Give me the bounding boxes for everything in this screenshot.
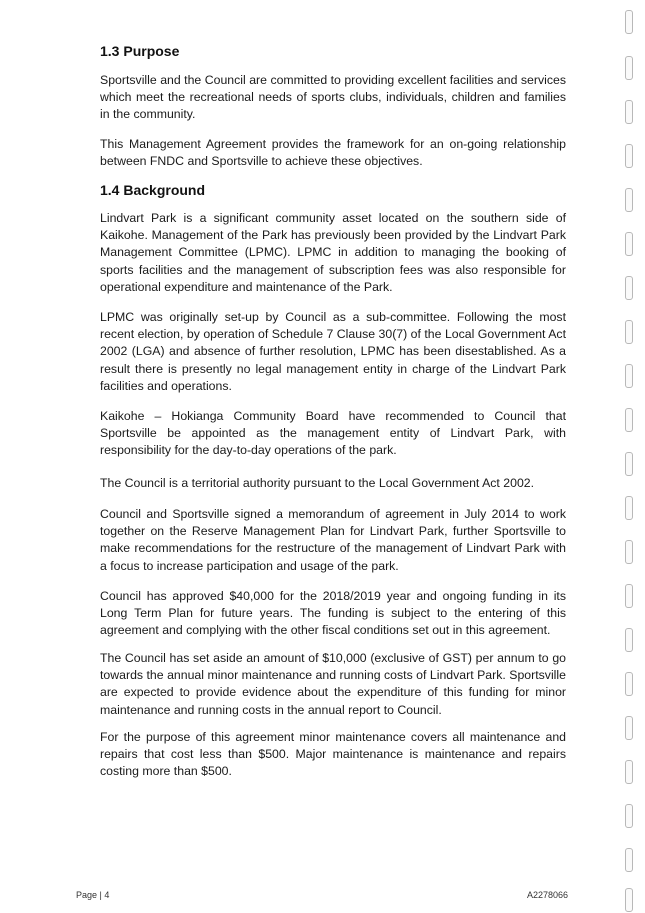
binding-hole (625, 540, 633, 564)
binding-hole (625, 144, 633, 168)
purpose-paragraph-1: Sportsville and the Council are committed to providing excellent facilities and services which meet the recreational needs of sports clubs, individuals, children and families in the community. (100, 73, 566, 122)
background-paragraph-5: Council and Sportsville signed a memorandum of agreement in July 2014 to work together on the Reserve Management Plan for Lindvart Park, further Sportsville to make recommendations for the restructure of the management of Lindvart Park with a focus to increase participation and usage of the park. (100, 507, 566, 573)
page-number: Page | 4 (76, 890, 110, 900)
background-paragraph-7: The Council has set aside an amount of $10,000 (exclusive of GST) per annum to go towards the annual minor maintenance and running costs of Lindvart Park. Sportsville are expected to provide evidence about the expenditure of this funding for minor maintenance and running costs in the annual report to Council. (100, 651, 566, 717)
binding-hole (625, 232, 633, 256)
binding-hole (625, 276, 633, 300)
binding-hole (625, 100, 633, 124)
binding-hole (625, 188, 633, 212)
binding-hole (625, 496, 633, 520)
background-paragraph-4: The Council is a territorial authority pursuant to the Local Government Act 2002. (100, 476, 535, 490)
background-paragraph-3: Kaikohe – Hokianga Community Board have recommended to Council that Sportsville be appointed as the management entity of Lindvart Park, with responsibility for the day-to-day operations of the park. (100, 409, 566, 458)
binding-hole (625, 716, 633, 740)
background-paragraph-2: LPMC was originally set-up by Council as a sub-committee. Following the most recent election, by operation of Schedule 7 Clause 30(7) of the Local Government Act 2002 (LGA) and absence of further resolution, LPMC has been disestablished. As a result there is presently no legal management entity in charge of the Lindvart Park facilities and operations. (100, 310, 566, 393)
binding-hole (625, 584, 633, 608)
binding-hole (625, 10, 633, 34)
purpose-paragraph-2: This Management Agreement provides the framework for an on-going relationship between FNDC and Sportsville to achieve these objectives. (100, 137, 566, 169)
binding-hole (625, 672, 633, 696)
binding-hole (625, 804, 633, 828)
binding-hole (625, 408, 633, 432)
binding-hole (625, 628, 633, 652)
background-paragraph-8: For the purpose of this agreement minor maintenance covers all maintenance and repairs that cost less than $500. Major maintenance is maintenance and repairs costing more than $500. (100, 730, 566, 779)
binding-hole (625, 364, 633, 388)
binding-hole (625, 760, 633, 784)
binding-hole (625, 320, 633, 344)
background-paragraph-1: Lindvart Park is a significant community asset located on the southern side of Kaikohe. Management of the Park has previously been provided by the Lindvart Park Management Committee (LPMC). LPMC in addition to managing the booking of sports facilities and the management of subscription fees was also responsible for operational expenditure and maintenance of the Park. (100, 211, 566, 294)
binding-hole (625, 56, 633, 80)
document-reference: A2278066 (527, 890, 569, 900)
section-heading-purpose: 1.3 Purpose (100, 43, 180, 59)
binding-hole (625, 452, 633, 476)
binding-hole (625, 888, 633, 912)
binding-hole (625, 848, 633, 872)
background-paragraph-6: Council has approved $40,000 for the 2018/2019 year and ongoing funding in its Long Term Plan for future years. The funding is subject to the entering of this agreement and complying with the other fiscal conditions set out in this agreement. (100, 589, 566, 638)
section-heading-background: 1.4 Background (100, 182, 206, 198)
